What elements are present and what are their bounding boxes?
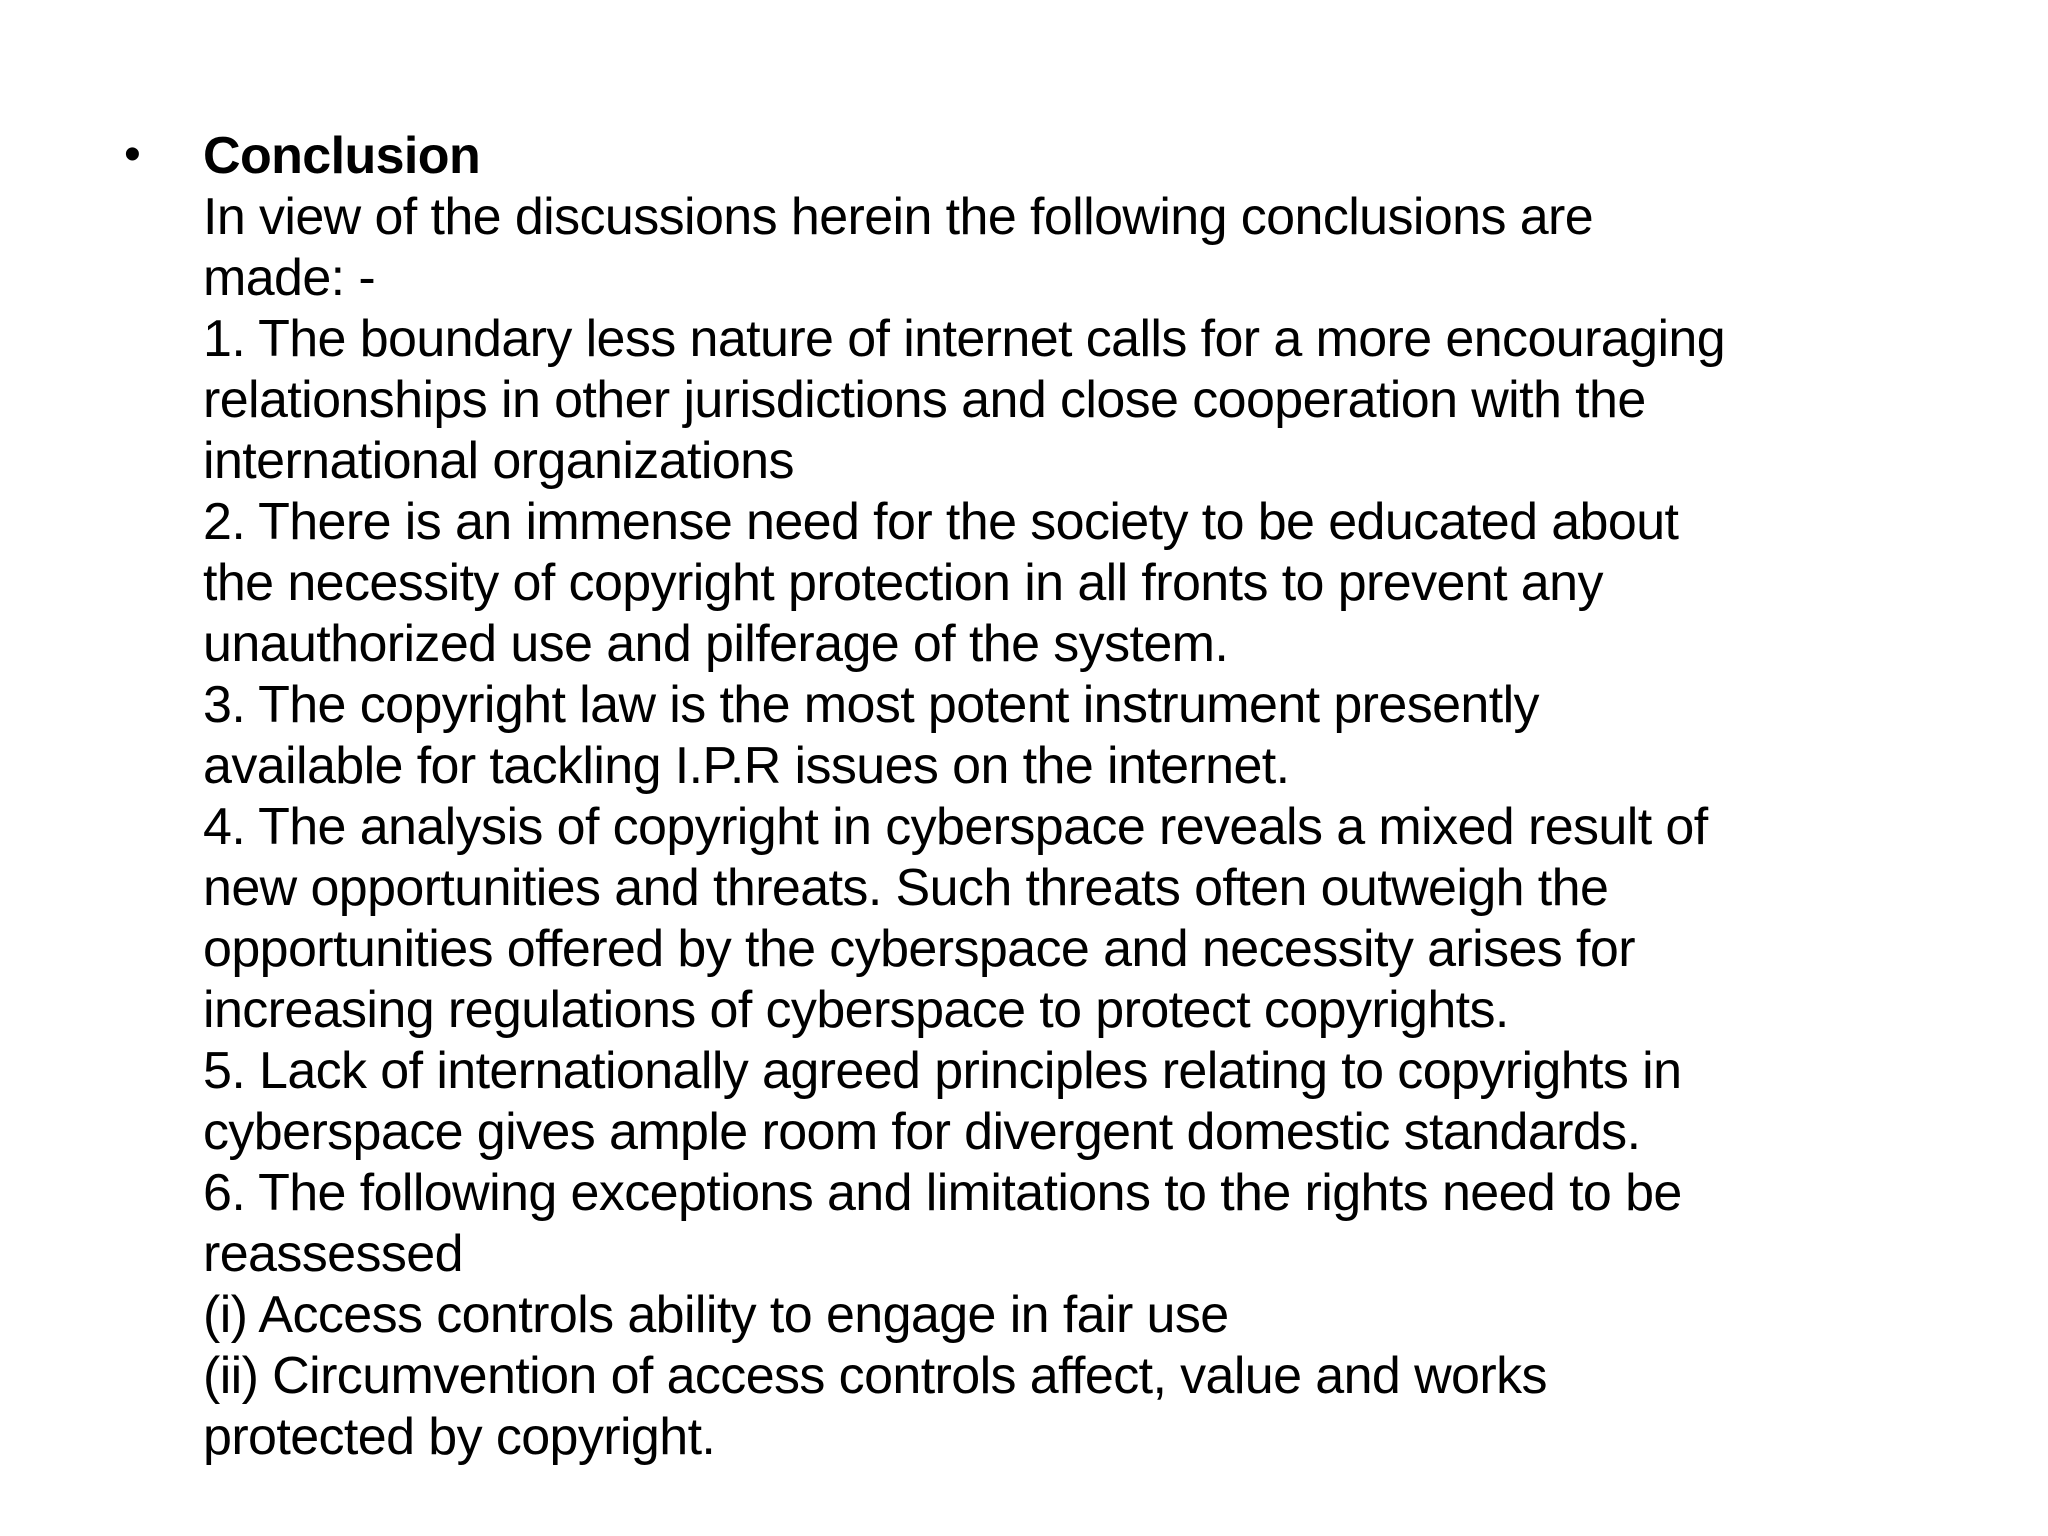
body-line: increasing regulations of cyberspace to protect copyrights. xyxy=(203,981,1509,1039)
body-line: 6. The following exceptions and limitations to the rights need to be xyxy=(203,1164,1682,1222)
body-line: In view of the discussions herein the following conclusions are xyxy=(203,188,1594,246)
body-line: 1. The boundary less nature of internet calls for a more encouraging xyxy=(203,310,1726,368)
body-line: (ii) Circumvention of access controls affect, value and works xyxy=(203,1347,1547,1405)
body-line: international organizations xyxy=(203,432,794,490)
slide-body xyxy=(203,126,2003,1468)
body-line: 2. There is an immense need for the society to be educated about xyxy=(203,493,1679,551)
body-line: (i) Access controls ability to engage in fair use xyxy=(203,1286,1229,1344)
body-line: 4. The analysis of copyright in cyberspace reveals a mixed result of xyxy=(203,798,1708,856)
body-line: the necessity of copyright protection in all fronts to prevent any xyxy=(203,554,1603,612)
slide-heading: Conclusion xyxy=(203,127,481,185)
body-line: opportunities offered by the cyberspace and necessity arises for xyxy=(203,920,1635,978)
body-line: reassessed xyxy=(203,1225,463,1283)
body-line: available for tackling I.P.R issues on the internet. xyxy=(203,737,1290,795)
body-line: protected by copyright. xyxy=(203,1408,716,1466)
bullet-marker: • xyxy=(124,128,141,181)
body-line: 3. The copyright law is the most potent instrument presently xyxy=(203,676,1539,734)
body-line: unauthorized use and pilferage of the system. xyxy=(203,615,1229,673)
body-line: 5. Lack of internationally agreed principles relating to copyrights in xyxy=(203,1042,1682,1100)
body-line: cyberspace gives ample room for divergent domestic standards. xyxy=(203,1103,1641,1161)
body-line: made: - xyxy=(203,249,376,307)
body-line: new opportunities and threats. Such threats often outweigh the xyxy=(203,859,1609,917)
body-line: relationships in other jurisdictions and close cooperation with the xyxy=(203,371,1646,429)
